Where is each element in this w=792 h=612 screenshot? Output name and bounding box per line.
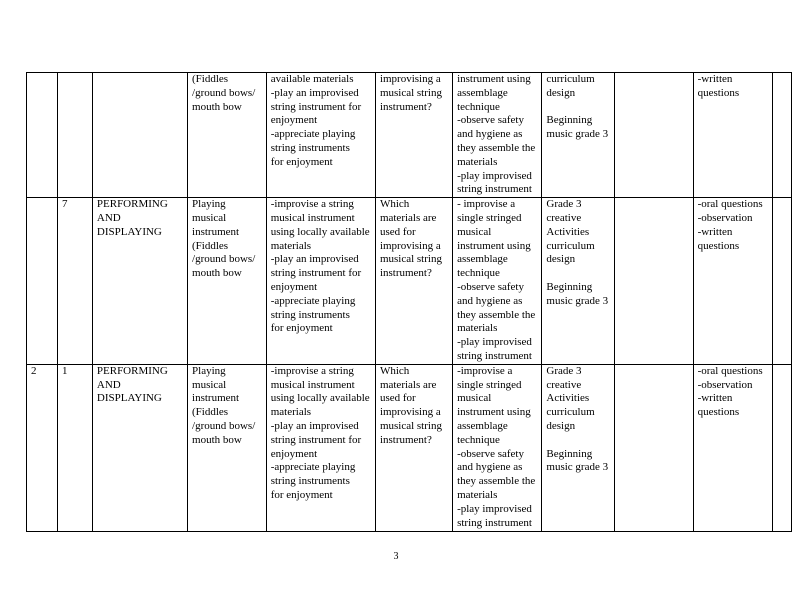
cell-assessment: -oral questions -observation -written questions bbox=[693, 364, 772, 531]
cell-week bbox=[27, 73, 58, 198]
cell-sub-strand: (Fiddles /ground bows/ mouth bow bbox=[188, 73, 267, 198]
cell-experiences: instrument using assemblage technique -observe safety and hygiene as they assemble the materials -play improvised string instrument bbox=[453, 73, 542, 198]
table-row bbox=[27, 73, 792, 198]
cell-col9 bbox=[615, 198, 693, 365]
cell-resources: curriculum design Beginning music grade 3 bbox=[542, 73, 615, 198]
cell-experiences: -improvise a single stringed musical instrument using assemblage technique -observe safety and hygiene as they assemble the materials -play improvised string instrument bbox=[453, 364, 542, 531]
cell-extra bbox=[772, 73, 792, 198]
cell-sub-strand: Playing musical instrument (Fiddles /ground bows/ mouth bow bbox=[188, 364, 267, 531]
cell-week bbox=[27, 198, 58, 365]
cell-outcomes: available materials -play an improvised string instrument for enjoyment -appreciate playing string instruments for enjoyment bbox=[266, 73, 375, 198]
cell-sub-strand: Playing musical instrument (Fiddles /ground bows/ mouth bow bbox=[188, 198, 267, 365]
page-number: 3 bbox=[393, 551, 399, 562]
cell-resources: Grade 3 creative Activities curriculum design Beginning music grade 3 bbox=[542, 198, 615, 365]
scheme-of-work-table bbox=[26, 72, 792, 532]
cell-assessment: -written questions bbox=[693, 73, 772, 198]
cell-outcomes: -improvise a string musical instrument using locally available materials -play an improvised string instrument for enjoyment -appreciate playing string instruments for enjoyment bbox=[266, 364, 375, 531]
cell-strand bbox=[92, 73, 187, 198]
cell-lesson bbox=[58, 73, 93, 198]
cell-lesson: 7 bbox=[58, 198, 93, 365]
cell-extra bbox=[772, 364, 792, 531]
cell-strand: PERFORMING AND DISPLAYING bbox=[92, 364, 187, 531]
cell-col9 bbox=[615, 364, 693, 531]
cell-experiences: - improvise a single stringed musical instrument using assemblage technique -observe safety and hygiene as they assemble the materials -play improvised string instrument bbox=[453, 198, 542, 365]
table-row bbox=[27, 364, 792, 531]
cell-outcomes: -improvise a string musical instrument using locally available materials -play an improvised string instrument for enjoyment -appreciate playing string instruments for enjoyment bbox=[266, 198, 375, 365]
cell-lesson: 1 bbox=[58, 364, 93, 531]
table-row bbox=[27, 198, 792, 365]
cell-col9 bbox=[615, 73, 693, 198]
cell-week: 2 bbox=[27, 364, 58, 531]
cell-extra bbox=[772, 198, 792, 365]
cell-inquiry: improvising a musical string instrument? bbox=[375, 73, 452, 198]
cell-assessment: -oral questions -observation -written questions bbox=[693, 198, 772, 365]
cell-resources: Grade 3 creative Activities curriculum design Beginning music grade 3 bbox=[542, 364, 615, 531]
cell-strand: PERFORMING AND DISPLAYING bbox=[92, 198, 187, 365]
cell-inquiry: Which materials are used for improvising a musical string instrument? bbox=[375, 198, 452, 365]
cell-inquiry: Which materials are used for improvising a musical string instrument? bbox=[375, 364, 452, 531]
